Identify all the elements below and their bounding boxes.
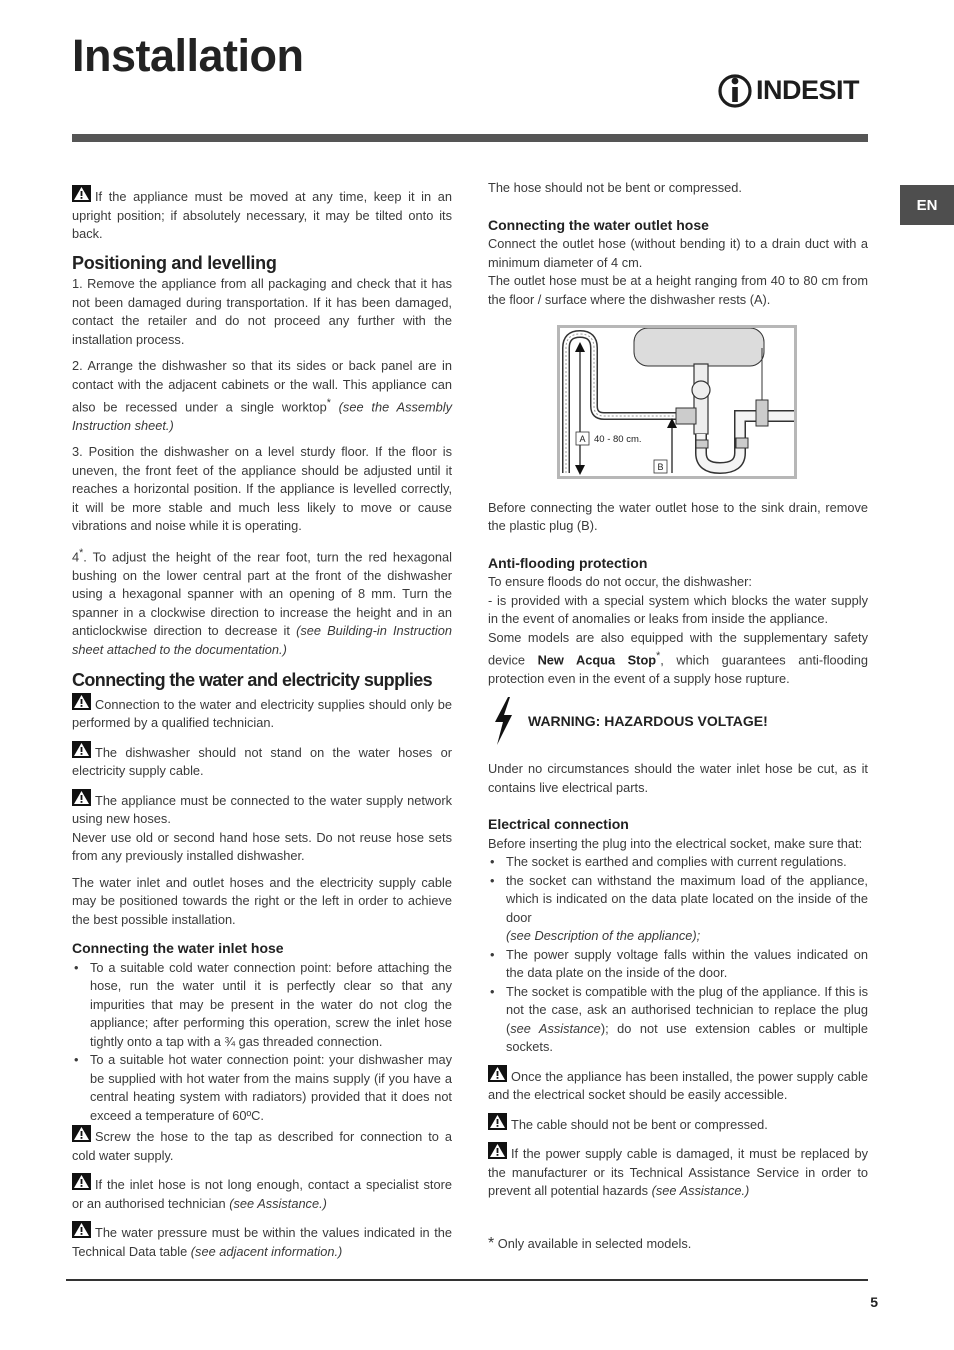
connecting-never-text: Never use old or second hand hose sets. Do not reuse hose sets from any previously installed dishwasher. xyxy=(72,829,452,864)
electrical-warning-3-ref: (see Assistance.) xyxy=(651,1183,750,1199)
hose-note: The hose should not be bent or compressed. xyxy=(488,180,742,195)
voltage-warning-label: WARNING: HAZARDOUS VOLTAGE! xyxy=(528,713,768,730)
brand-logo-icon xyxy=(718,70,752,110)
inlet-warning-2 xyxy=(72,1173,452,1213)
antiflood-heading: Anti-flooding protection xyxy=(488,554,648,571)
list-item-text: ); do not use extension cables or multiple sockets. xyxy=(506,1020,869,1055)
footnote xyxy=(488,1235,868,1254)
outlet-hose-diagram xyxy=(557,325,797,479)
inlet-heading: Connecting the water inlet hose xyxy=(72,940,284,957)
list-item-text: the socket can withstand the maximum load of the appliance, which is indicated on the data plate located on the inside of the door xyxy=(506,872,868,925)
voltage-warning-text: Under no circumstances should the water inlet hose be cut, as it contains live electrical parts. xyxy=(488,761,868,795)
list-item xyxy=(488,983,868,1057)
footnote-text: Only available in selected models. xyxy=(497,1235,692,1251)
inlet-warning-3-text: The water pressure must be within the values indicated in the Technical Data table xyxy=(72,1225,452,1259)
warning-triangle-icon xyxy=(72,693,91,710)
list-item: • The socket is earthed and complies with current regulations. xyxy=(488,853,868,872)
warning-triangle-icon xyxy=(72,1125,91,1142)
positioning-step-4-ref: (see Building-in Instruction sheet attached to the documentation.) xyxy=(72,623,453,657)
positioning-step-2-text: 2. Arrange the dishwasher so that its sides or back panel are in contact with the adjacent cabinets or the wall. This appliance can also be recessed under a single worktop xyxy=(72,358,452,415)
warning-triangle-icon xyxy=(72,185,91,202)
list-item-text: The socket is compatible with the plug of the appliance. If this is not the case, ask an authorised technician to replace the plug ( xyxy=(506,983,868,1036)
outlet-text-2: The outlet hose must be at a height ranging from 40 to 80 cm from the floor / surface where the dishwasher rests (A). xyxy=(488,273,868,307)
lightning-bolt-icon xyxy=(488,696,518,746)
connecting-warning-3-text: The appliance must be connected to the water supply network using new hoses. xyxy=(72,792,452,827)
list-item: • The power supply voltage falls within the values indicated on the data plate on the inside of the door. xyxy=(488,946,868,983)
electrical-warning-1-text: Once the appliance has been installed, the power supply cable and the electrical socket should be easily accessible. xyxy=(488,1068,868,1103)
warning-triangle-icon xyxy=(72,741,91,758)
diagram-label-b: B xyxy=(657,462,664,472)
list-item: • To a suitable hot water connection point: your dishwasher may be supplied with hot water from the mains supply (if you have a central heating system with radiators) provided that it does not exceed a temperature of 60ºC. xyxy=(72,1051,452,1125)
diagram-label-a: A xyxy=(579,434,586,444)
inlet-warning-1-text: Screw the hose to the tap as described for connection to a cold water supply. xyxy=(72,1129,452,1163)
left-column xyxy=(72,185,452,1269)
footnote-star: * xyxy=(656,650,661,662)
antiflood-text-1: To ensure floods do not occur, the dishwasher: xyxy=(488,574,752,589)
voltage-warning xyxy=(488,696,868,746)
positioning-heading: Positioning and levelling xyxy=(72,252,277,273)
list-item xyxy=(488,872,868,946)
acqua-stop-brand: New Acqua Stop xyxy=(537,652,657,668)
diagram-height-label: 40 - 80 cm. xyxy=(594,434,642,445)
connecting-warning-1-text: Connection to the water and electricity supplies should only be performed by a qualified technician. xyxy=(72,696,452,731)
antiflood-text-3a: Some models are also equipped with the supplementary safety device xyxy=(488,629,868,668)
electrical-warning-2 xyxy=(488,1113,868,1135)
connecting-warning-2-text: The dishwasher should not stand on the water hoses or electricity supply cable. xyxy=(72,744,452,779)
warning-triangle-icon xyxy=(488,1065,507,1082)
list-item: • To a suitable cold water connection point: before attaching the hose, run the water until it is perfectly clear so that any impurities that may be present in the water do not clog the appliance; after performing this operation, screw the inlet hose tightly onto a tap with a ¾ gas threaded connection. xyxy=(72,959,452,1052)
footnote-star: * xyxy=(488,1234,495,1252)
inlet-warning-3 xyxy=(72,1221,452,1261)
positioning-step-1: 1. Remove the appliance from all packaging and check that it has not been damaged during transportation. If it has been damaged, contact the retailer and do not proceed any further with the installation process. xyxy=(72,276,452,347)
page-number: 5 xyxy=(870,1294,878,1310)
page-title: Installation xyxy=(72,30,304,81)
electrical-warning-2-text: The cable should not be bent or compressed. xyxy=(511,1116,768,1132)
antiflood-text-3b: , which guarantees anti-flooding protection even in the event of a supply hose rupture. xyxy=(488,652,868,686)
inlet-warning-3-ref: (see adjacent information.) xyxy=(190,1243,343,1259)
inlet-warning-2-ref: (see Assistance.) xyxy=(229,1195,327,1211)
language-tab: EN xyxy=(900,185,954,225)
warning-triangle-icon xyxy=(72,1173,91,1190)
list-item-ref: (see Description of the appliance); xyxy=(506,928,701,944)
brand-name: INDESIT xyxy=(756,74,860,105)
warning-triangle-icon xyxy=(488,1113,507,1130)
electrical-warning-3-text: If the power supply cable is damaged, it must be replaced by the manufacturer or its Technical Assistance Service in order to prevent all potential hazards xyxy=(488,1146,868,1199)
electrical-warning-3 xyxy=(488,1142,868,1201)
inlet-list xyxy=(72,959,452,1126)
positioning-step-2 xyxy=(72,357,452,435)
electrical-warning-1 xyxy=(488,1065,868,1105)
antiflood-text-2: - is provided with a special system which blocks the water supply in the event of anomalies or leaks from inside the appliance. xyxy=(488,592,868,626)
intro-warning-text: If the appliance must be moved at any time, keep it in an upright position; if absolutely necessary, it may be tilted onto its back. xyxy=(72,189,452,241)
intro-warning xyxy=(72,185,452,244)
footnote-star: * xyxy=(79,546,84,559)
right-column xyxy=(488,179,868,1261)
outlet-text-3: Before connecting the water outlet hose to the sink drain, remove the plastic plug (B). xyxy=(488,499,868,533)
connecting-warning-1 xyxy=(72,693,452,733)
outlet-text-1: Connect the outlet hose (without bending it) to a drain duct with a minimum diameter of 4 cm. xyxy=(488,236,868,270)
positioning-step-3: 3. Position the dishwasher on a level sturdy floor. If the floor is uneven, the front feet of the appliance should be adjusted until it reaches a horizontal position. If the appliance is levelled correctly, it will be more stable and much less likely to move or cause vibrations and noise while it is operating. xyxy=(72,444,452,534)
positioning-step-2-ref: (see the Assembly Instruction sheet.) xyxy=(72,399,452,433)
antiflood-text-3 xyxy=(488,629,868,689)
electrical-list xyxy=(488,853,868,1057)
positioning-step-4-num: 4 xyxy=(72,549,80,565)
connecting-warning-3 xyxy=(72,789,452,829)
connecting-warning-2 xyxy=(72,741,452,781)
inlet-warning-1 xyxy=(72,1125,452,1165)
list-item-ref: see Assistance xyxy=(510,1020,601,1036)
electrical-heading: Electrical connection xyxy=(488,816,629,833)
inlet-warning-2-text: If the inlet hose is not long enough, contact a specialist store or an authorised technician xyxy=(72,1177,452,1211)
header-divider xyxy=(72,134,868,142)
outlet-heading: Connecting the water outlet hose xyxy=(488,216,709,233)
connecting-hoses-text: The water inlet and outlet hoses and the electricity supply cable may be positioned towards the right or the left in order to achieve the best possible installation. xyxy=(72,874,452,927)
positioning-step-4 xyxy=(72,544,452,659)
electrical-intro: Before inserting the plug into the electrical socket, make sure that: xyxy=(488,835,863,851)
warning-triangle-icon xyxy=(488,1142,507,1159)
positioning-step-4-text: . To adjust the height of the rear foot, turn the red hexagonal bushing on the lower central part at the front of the dishwasher using a hexagonal spanner with an opening of 8 mm. Turn the spanner in a clockwise direction to increase the height and in an anticlockwise direction to decrease it xyxy=(72,549,452,639)
warning-triangle-icon xyxy=(72,1221,91,1238)
warning-triangle-icon xyxy=(72,789,91,806)
brand-logo xyxy=(718,70,859,110)
footer-divider xyxy=(66,1279,868,1281)
connecting-heading: Connecting the water and electricity supplies xyxy=(72,670,433,691)
footnote-star: * xyxy=(326,397,331,409)
